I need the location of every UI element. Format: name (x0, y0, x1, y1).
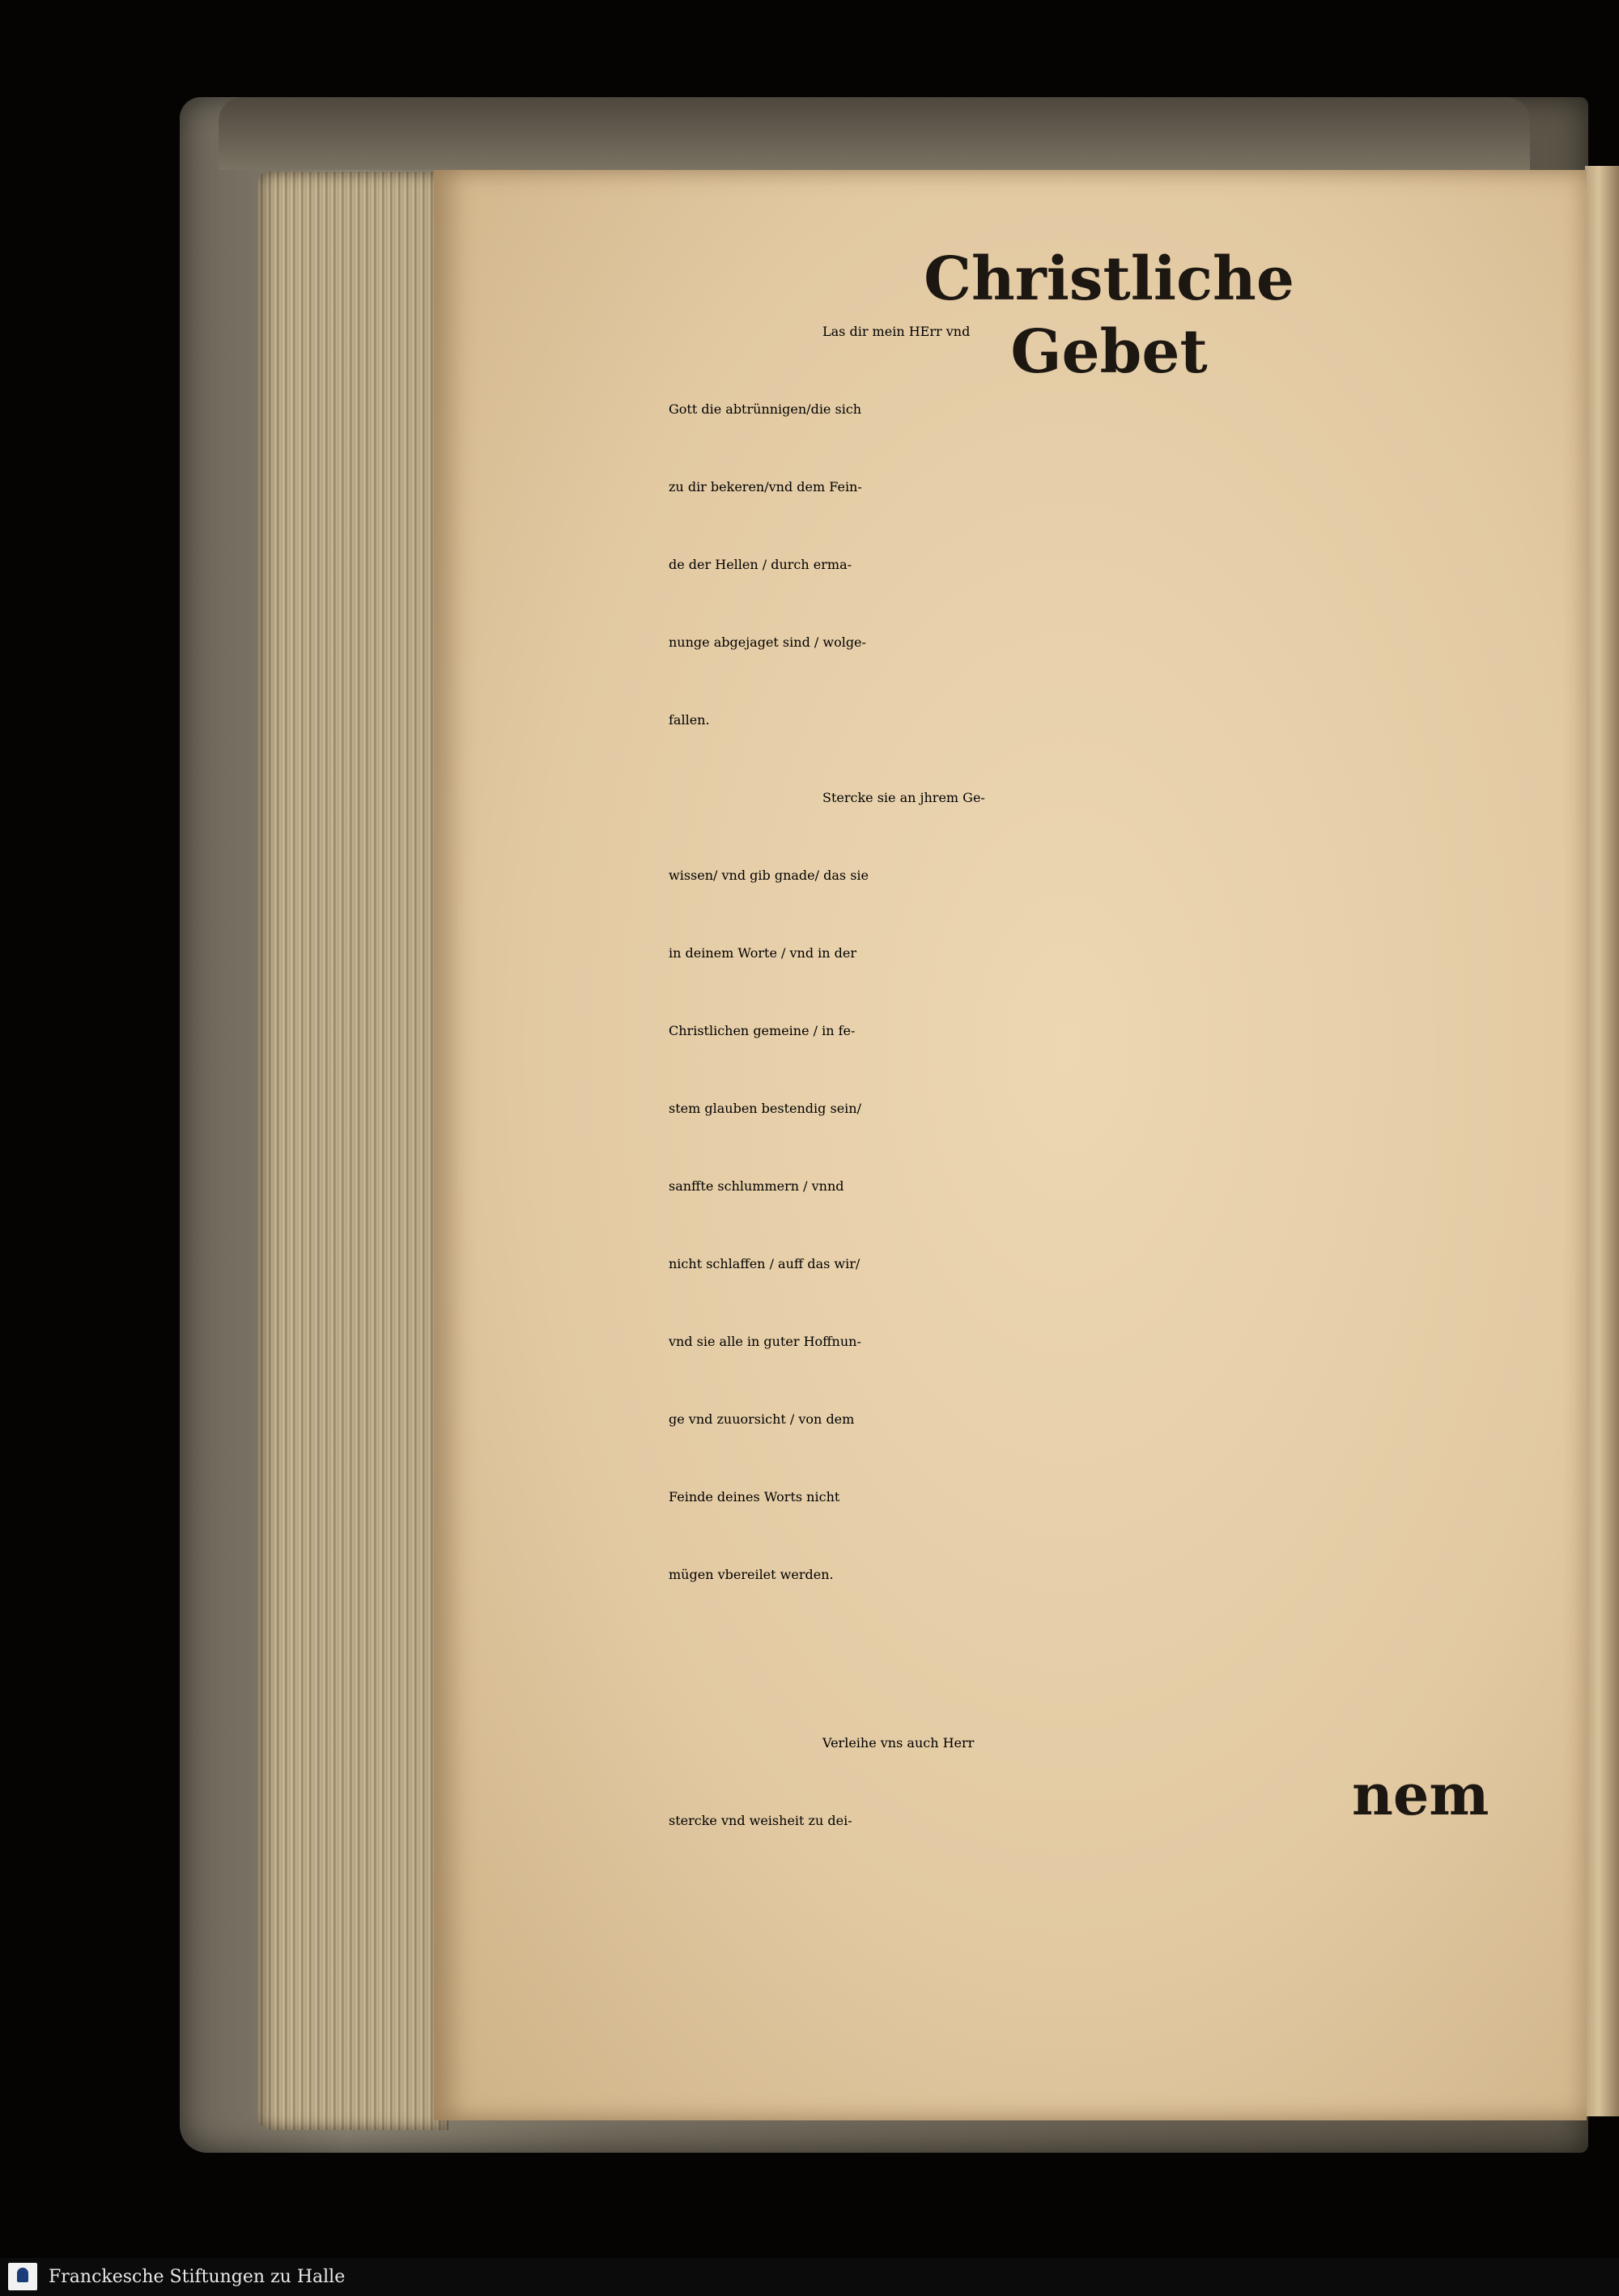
paragraph-2 (669, 790, 1556, 1645)
catchword: nem (1352, 1761, 1489, 1828)
text-line: vnd sie alle in guter Hoffnun- (669, 1334, 861, 1349)
institution-name: Franckesche Stiftungen zu Halle (49, 2267, 346, 2287)
paragraph-gap (669, 1645, 1556, 1735)
paragraph-1 (669, 324, 1556, 790)
text-line: Stercke sie an jhrem Ge- (822, 790, 985, 805)
text-line: Gott die abtrünnigen/die sich (669, 401, 862, 417)
text-line: wissen/ vnd gib gnade/ das sie (669, 868, 869, 883)
text-line: fallen. (669, 712, 710, 728)
page-body (669, 324, 1556, 1891)
running-head: Christliche Gebet (924, 244, 1294, 387)
text-line: de der Hellen / durch erma- (669, 557, 852, 572)
page-fore-edge (257, 172, 448, 2130)
opposite-page-edge (1585, 166, 1619, 2116)
text-line: Verleihe vns auch Herr (822, 1735, 975, 1751)
text-line: stem glauben bestendig sein/ (669, 1101, 861, 1116)
text-line: mügen vbereilet werden. (669, 1567, 834, 1582)
text-line: sanffte schlummern / vnnd (669, 1178, 844, 1194)
text-line: in deinem Worte / vnd in der (669, 945, 857, 961)
text-line: stercke vnd weisheit zu dei- (669, 1813, 852, 1828)
text-line: nunge abgejaget sind / wolge- (669, 634, 866, 650)
footer-bar (0, 2258, 1619, 2296)
text-line: Las dir mein HErr vnd (822, 324, 971, 339)
text-line: Christlichen gemeine / in fe- (669, 1023, 856, 1038)
text-line: Feinde deines Worts nicht (669, 1489, 840, 1504)
book-cover-top (219, 97, 1530, 170)
text-line: ge vnd zuuorsicht / von dem (669, 1411, 855, 1427)
text-line: zu dir bekeren/vnd dem Fein- (669, 479, 862, 494)
text-line: nicht schlaffen / auff das wir/ (669, 1256, 860, 1271)
institution-logo-icon (8, 2263, 37, 2290)
